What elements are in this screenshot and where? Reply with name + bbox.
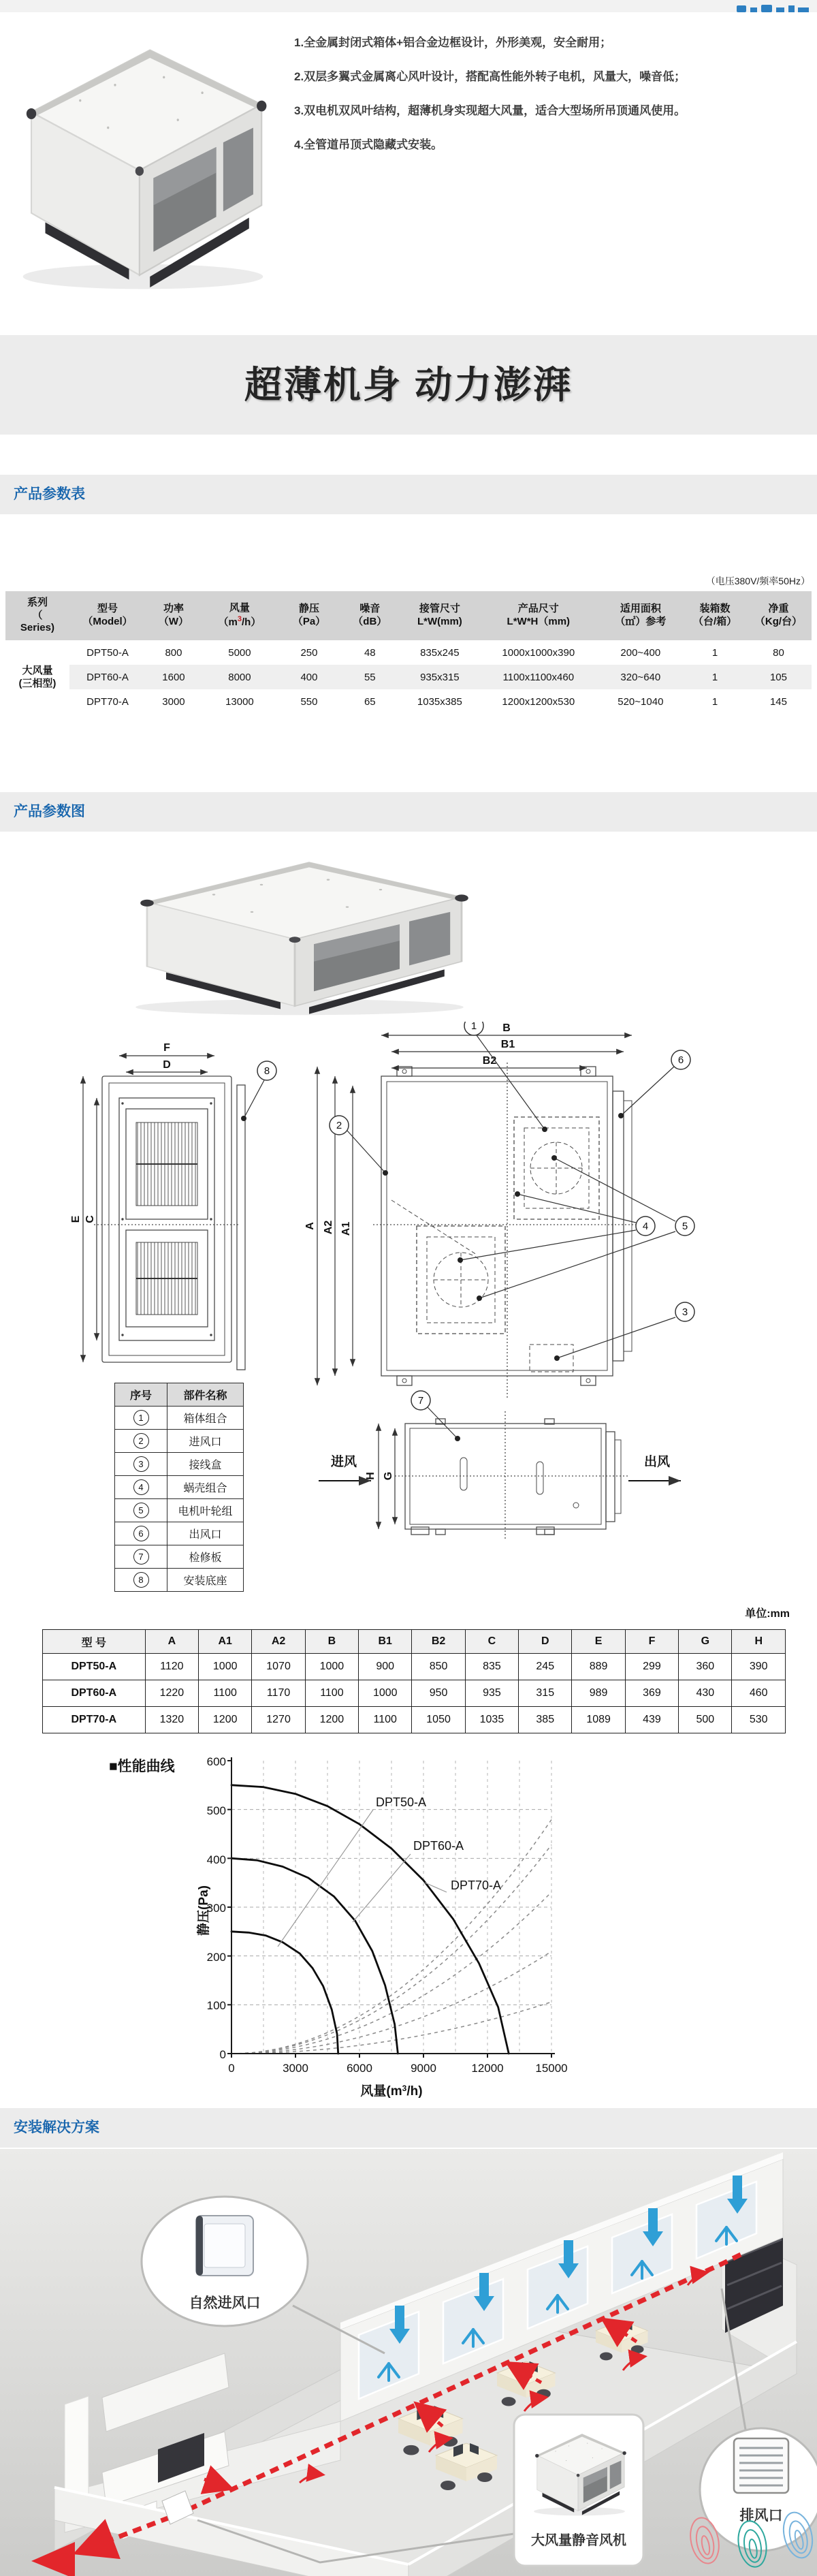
outlet-label: 排风口 (739, 2508, 783, 2524)
dims-col: A2 (252, 1630, 305, 1654)
front-view (70, 1042, 276, 1370)
dims-header-row (43, 1630, 786, 1654)
svg-text:200: 200 (206, 1951, 226, 1964)
callout-8 (241, 1061, 276, 1121)
svg-text:15000: 15000 (535, 2062, 568, 2075)
spec-row (5, 689, 812, 714)
parts-row: 4 蜗壳组合 (115, 1476, 244, 1499)
svg-text:3000: 3000 (283, 2062, 308, 2075)
col-area: 适用面积 （㎡）参考 (597, 591, 685, 640)
dims-col: F (625, 1630, 678, 1654)
cell-noise: 55 (364, 671, 376, 683)
svg-text:300: 300 (206, 1902, 226, 1915)
series-label-dpt60: DPT60-A (413, 1839, 464, 1853)
series-cell: 大风量 (三相型) (5, 640, 69, 714)
dim-B2: B2 (482, 1055, 497, 1067)
cell-pressure: 400 (300, 671, 318, 683)
parts-row: 1 箱体组合 (115, 1407, 244, 1430)
callout-5 (477, 1155, 694, 1301)
cell-duct: 935x315 (420, 671, 460, 683)
col-pressure: 静压 （Pa） (278, 591, 340, 640)
callout-3 (554, 1302, 694, 1361)
top-strip (0, 0, 817, 12)
dim-F: F (163, 1042, 170, 1054)
dims-col: E (572, 1630, 625, 1654)
dim-A1: A1 (340, 1221, 352, 1236)
feature-line: 2.双层多翼式金属离心风叶设计，搭配高性能外转子电机，风量大，噪音低； (294, 69, 686, 83)
dims-col: H (732, 1630, 786, 1654)
svg-text:4: 4 (642, 1221, 649, 1232)
chart-ylabel: 静压(Pa) (197, 1885, 211, 1936)
cell-model: DPT60-A (86, 671, 129, 683)
feature-line: 4.全管道吊顶式隐藏式安装。 (294, 138, 443, 151)
svg-text:8: 8 (263, 1065, 270, 1077)
cell-power: 800 (165, 646, 182, 659)
cell-area: 520~1040 (618, 695, 664, 708)
col-duct-size: 接管尺寸 L*W(mm) (400, 591, 480, 640)
superscript-3: 3 (237, 615, 242, 623)
dim-H: H (365, 1472, 377, 1480)
cell-weight: 105 (769, 671, 787, 683)
col-airflow: 风量 $(m^3/h)$ (202, 591, 278, 640)
performance-curve-chart (102, 1744, 647, 2105)
svg-text:0: 0 (228, 2062, 235, 2075)
parts-row: 7 检修板 (115, 1545, 244, 1569)
feature-line: 1.全金属封闭式箱体+铝合金边框设计，外形美观，安全耐用； (294, 36, 612, 49)
callout-6 (618, 1050, 690, 1118)
section-title: 产品参数表 (14, 486, 85, 502)
banner (0, 335, 817, 435)
dim-G: G (383, 1471, 394, 1481)
exhaust-grille-icon (734, 2438, 788, 2493)
spec-header-row (5, 591, 812, 640)
cell-weight: 80 (773, 646, 784, 659)
dims-col: C (465, 1630, 518, 1654)
cell-qty: 1 (711, 646, 718, 659)
fan-unit-photo (23, 50, 267, 289)
cell-size: 1200x1200x530 (502, 695, 575, 708)
col-model: 型号 （Model） (69, 591, 146, 640)
cell-qty: 1 (711, 671, 718, 683)
col-noise: 噪音 （dB） (340, 591, 400, 640)
feature-line: 3.双电机双风叶结构，超薄机身实现超大风量，适合大型场所吊顶通风使用。 (294, 104, 686, 117)
svg-text:12000: 12000 (471, 2062, 504, 2075)
dims-col: B1 (359, 1630, 412, 1654)
svg-text:500: 500 (206, 1804, 226, 1817)
svg-text:9000: 9000 (411, 2062, 436, 2075)
flow-in-label: 进风 (330, 1455, 357, 1469)
parts-col-name: 部件名称 (167, 1383, 244, 1407)
cell-size: 1100x1100x460 (502, 671, 575, 683)
section-title: 产品参数图 (14, 804, 85, 819)
cell-airflow: 5000 (228, 646, 251, 659)
parts-row: 8 安装底座 (115, 1569, 244, 1592)
parts-table (114, 1383, 244, 1592)
spec-row (5, 640, 812, 665)
svg-text:2: 2 (336, 1120, 342, 1131)
dims-row: DPT50-A 1120 1000 1070 1000 900 850 835 245 889 299 360 390 (43, 1654, 786, 1680)
section-header-install (0, 2108, 817, 2148)
parts-row: 3 接线盒 (115, 1453, 244, 1476)
callout-4 (458, 1191, 655, 1263)
dim-E: E (70, 1215, 82, 1223)
section-header-diagram (0, 792, 817, 832)
diagram-product-photo (109, 843, 490, 1021)
fan-scroll-upper (514, 1117, 599, 1219)
svg-text:7: 7 (417, 1395, 424, 1407)
cell-noise: 48 (364, 646, 376, 659)
parts-col-no: 序号 (115, 1383, 167, 1407)
svg-text:100: 100 (206, 1999, 226, 2012)
col-product-size: 产品尺寸 L*W*H（mm) (480, 591, 596, 640)
section-header-spec (0, 475, 817, 514)
dim-A: A (304, 1222, 316, 1230)
fan-scroll-lower (417, 1226, 505, 1334)
cell-power: 3000 (162, 695, 185, 708)
feature-list (294, 35, 816, 172)
cell-noise: 65 (364, 695, 376, 708)
series-label-dpt70: DPT70-A (451, 1879, 502, 1892)
series-label-dpt50: DPT50-A (376, 1795, 427, 1809)
dim-B1: B1 (500, 1039, 515, 1050)
dim-D: D (163, 1059, 171, 1071)
partial-blue-logo-icon (735, 1, 812, 12)
dim-C: C (84, 1215, 96, 1223)
dims-col: A1 (199, 1630, 252, 1654)
svg-text:6000: 6000 (347, 2062, 372, 2075)
dims-col: 型 号 (43, 1630, 146, 1654)
section-title: 安装解决方案 (14, 2120, 99, 2135)
col-power: 功率 （W） (146, 591, 202, 640)
spec-table (5, 591, 812, 714)
installation-illustration (0, 2149, 817, 2576)
dims-col: B2 (412, 1630, 465, 1654)
unit-note: 单位:mm (745, 1608, 790, 1620)
cell-power: 1600 (162, 671, 185, 683)
col-qty: 装箱数 （台/箱） (684, 591, 746, 640)
cell-duct: 835x245 (420, 646, 460, 659)
parts-row: 5 电机叶轮组 (115, 1499, 244, 1522)
fan-label: 大风量静音风机 (531, 2533, 626, 2548)
parts-row: 6 出风口 (115, 1522, 244, 1545)
banner-title: 超薄机身 动力澎湃 (244, 364, 573, 406)
dimensions-table (42, 1629, 786, 1733)
dims-col: B (305, 1630, 358, 1654)
voltage-note: （电压380V/频率50Hz） (705, 576, 810, 586)
cell-qty: 1 (711, 695, 718, 708)
cell-airflow: 13000 (225, 695, 254, 708)
chart-xlabel: 风量$(m^3/h)$ (360, 2084, 423, 2099)
svg-text:6: 6 (677, 1054, 684, 1066)
dims-row: DPT60-A 1220 1100 1170 1100 1000 950 935 315 989 369 430 460 (43, 1680, 786, 1707)
flow-out-label: 出风 (643, 1455, 671, 1469)
callout-2 (330, 1116, 388, 1176)
dims-row: DPT70-A 1320 1200 1270 1200 1100 1050 1035 385 1089 439 500 530 (43, 1707, 786, 1733)
cell-size: 1000x1000x390 (502, 646, 575, 659)
svg-text:1: 1 (470, 1022, 477, 1032)
cell-area: 320~640 (620, 671, 661, 683)
svg-text:400: 400 (206, 1853, 226, 1866)
spec-row (5, 665, 812, 689)
cell-weight: 145 (769, 695, 787, 708)
cell-pressure: 550 (300, 695, 318, 708)
cell-model: DPT50-A (86, 646, 129, 659)
cell-model: DPT70-A (86, 695, 129, 708)
dim-A2: A2 (323, 1220, 334, 1235)
dims-col: G (679, 1630, 732, 1654)
top-view (304, 1022, 694, 1398)
svg-text:5: 5 (682, 1221, 688, 1232)
chart-series-labels (278, 1795, 501, 1947)
inlet-label: 自然进风口 (189, 2295, 261, 2311)
col-weight: 净重 （Kg/台） (746, 591, 812, 640)
chart-title: ■性能曲线 (109, 1759, 175, 1774)
dims-col: D (519, 1630, 572, 1654)
parts-row: 2 进风口 (115, 1430, 244, 1453)
col-series: 系列 （ Series) (5, 591, 69, 640)
side-view (319, 1391, 681, 1541)
svg-text:3: 3 (682, 1306, 688, 1318)
hero-product-image (3, 19, 283, 298)
svg-text:0: 0 (219, 2048, 226, 2061)
callout-7 (411, 1391, 460, 1441)
svg-text:600: 600 (206, 1755, 226, 1768)
dims-col: A (145, 1630, 198, 1654)
cell-airflow: 8000 (228, 671, 251, 683)
cell-duct: 1035x385 (417, 695, 462, 708)
cell-pressure: 250 (300, 646, 318, 659)
dim-B: B (502, 1022, 511, 1034)
cell-area: 200~400 (620, 646, 661, 659)
wall-vent-icon (196, 2216, 253, 2276)
